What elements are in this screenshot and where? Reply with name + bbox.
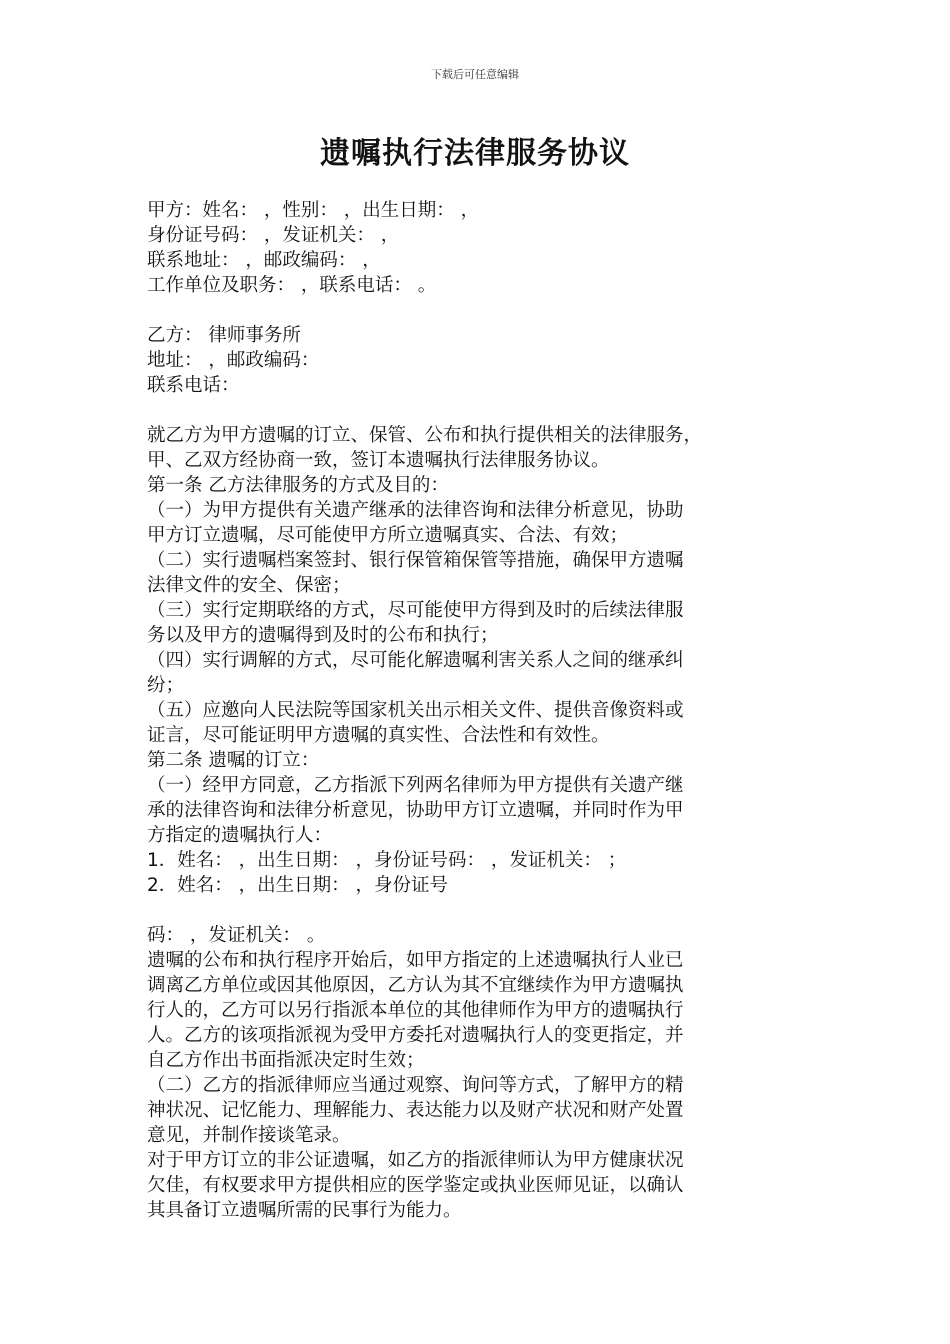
body-line: （一）为甲方提供有关遗产继承的法律咨询和法律分析意见，协助 xyxy=(147,500,684,521)
header-note: 下载后可任意编辑 xyxy=(431,68,519,81)
document-body xyxy=(147,198,827,1223)
body-line: 其具备订立遗嘱所需的民事行为能力。 xyxy=(147,1200,462,1221)
body-line: 证言，尽可能证明甲方遗嘱的真实性、合法性和有效性。 xyxy=(147,725,610,746)
blank-line xyxy=(147,898,827,923)
body-line: 神状况、记忆能力、理解能力、表达能力以及财产状况和财产处置 xyxy=(147,1100,684,1121)
body-line: 第一条 乙方法律服务的方式及目的： xyxy=(147,475,449,496)
blank-line xyxy=(147,298,827,323)
body-line: 码： ，发证机关： 。 xyxy=(147,925,326,946)
body-line: （一）经甲方同意，乙方指派下列两名律师为甲方提供有关遗产继 xyxy=(147,775,684,796)
body-line: （二）乙方的指派律师应当通过观察、询问等方式，了解甲方的精 xyxy=(147,1075,684,1096)
body-line: 自乙方作出书面指派决定时生效； xyxy=(147,1050,425,1071)
body-line: 方指定的遗嘱执行人： xyxy=(147,825,333,846)
body-line: 务以及甲方的遗嘱得到及时的公布和执行； xyxy=(147,625,499,646)
body-line: 甲方：姓名： ，性别： ，出生日期： ， xyxy=(147,200,480,221)
body-line: 甲方订立遗嘱，尽可能使甲方所立遗嘱真实、合法、有效； xyxy=(147,525,629,546)
body-line: 法律文件的安全、保密； xyxy=(147,575,351,596)
body-line: 联系电话： xyxy=(147,375,240,396)
body-line: （三）实行定期联络的方式，尽可能使甲方得到及时的后续法律服 xyxy=(147,600,684,621)
body-line: 行人的，乙方可以另行指派本单位的其他律师作为甲方的遗嘱执行 xyxy=(147,1000,684,1021)
body-line: 纷； xyxy=(147,675,185,696)
body-line: 第二条 遗嘱的订立： xyxy=(147,750,320,771)
body-line: 调离乙方单位或因其他原因，乙方认为其不宜继续作为甲方遗嘱执 xyxy=(147,975,684,996)
body-line: 承的法律咨询和法律分析意见，协助甲方订立遗嘱，并同时作为甲 xyxy=(147,800,684,821)
body-line: 遗嘱的公布和执行程序开始后，如甲方指定的上述遗嘱执行人业已 xyxy=(147,950,684,971)
body-line: 地址： ，邮政编码： xyxy=(147,350,320,371)
body-line: 就乙方为甲方遗嘱的订立、保管、公布和执行提供相关的法律服务， xyxy=(147,425,703,446)
body-line: 联系地址： ，邮政编码： ， xyxy=(147,250,381,271)
body-line: （二）实行遗嘱档案签封、银行保管箱保管等措施，确保甲方遗嘱 xyxy=(147,550,684,571)
body-line: 欠佳，有权要求甲方提供相应的医学鉴定或执业医师见证，以确认 xyxy=(147,1175,684,1196)
body-line: （五）应邀向人民法院等国家机关出示相关文件、提供音像资料或 xyxy=(147,700,684,721)
body-line: 身份证号码： ，发证机关： ， xyxy=(147,225,400,246)
body-line: 甲、乙双方经协商一致，签订本遗嘱执行法律服务协议。 xyxy=(147,450,610,471)
body-line: 乙方： 律师事务所 xyxy=(147,325,301,346)
body-line: 对于甲方订立的非公证遗嘱，如乙方的指派律师认为甲方健康状况 xyxy=(147,1150,684,1171)
body-line: 工作单位及职务： ，联系电话： 。 xyxy=(147,275,437,296)
blank-line xyxy=(147,398,827,423)
body-line: 意见，并制作接谈笔录。 xyxy=(147,1125,351,1146)
document-title: 遗嘱执行法律服务协议 xyxy=(320,136,630,171)
body-line: 人。乙方的该项指派视为受甲方委托对遗嘱执行人的变更指定，并 xyxy=(147,1025,684,1046)
body-line: （四）实行调解的方式，尽可能化解遗嘱利害关系人之间的继承纠 xyxy=(147,650,684,671)
body-line: 1．姓名： ，出生日期： ，身份证号码： ，发证机关： ； xyxy=(147,850,627,871)
body-line: 2．姓名： ，出生日期： ，身份证号 xyxy=(147,875,449,896)
